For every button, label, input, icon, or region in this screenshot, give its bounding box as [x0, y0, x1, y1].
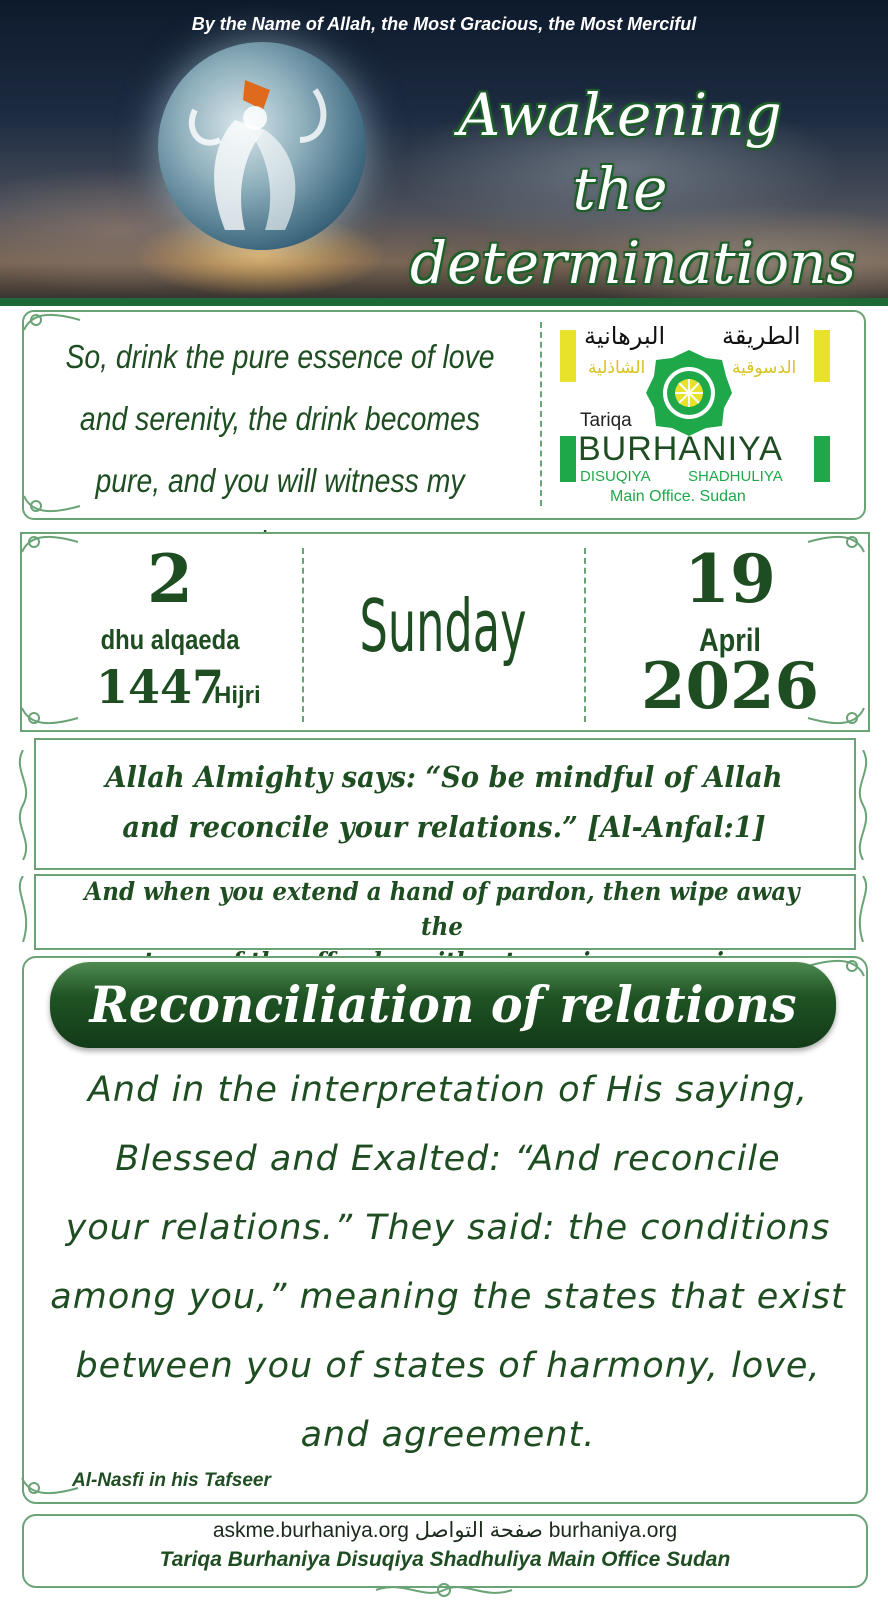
footer-links[interactable]: askme.burhaniya.org صفحة التواصل burhaniya.org [212, 1519, 678, 1542]
gregorian-day: 19 [684, 540, 776, 618]
vertical-divider [302, 548, 304, 722]
hijri-day: 2 [147, 540, 193, 618]
quote-text: So, drink the pure essence of love and serenity, the drink becomes pure, and you will witness my [65, 338, 495, 499]
logo-sub-left: DISUQIYA [580, 468, 651, 485]
quran-verse-line2: and reconcile your relations.” [Al-Anfal:1] [122, 810, 766, 844]
hijri-year: 1447 [96, 660, 225, 714]
article-body [44, 1056, 852, 1470]
article-line: Blessed and Exalted: “And reconcile [115, 1139, 781, 1179]
gregorian-month: April [699, 622, 761, 658]
article-source: Al-Nasfi in his Tafseer [72, 1470, 271, 1491]
logo-arabic-top-right: الطريقة [722, 322, 801, 350]
burhaniya-emblem-icon [644, 348, 734, 438]
saying-line1: And when you extend a hand of pardon, then wipe away the [84, 877, 800, 941]
quran-verse [64, 752, 824, 852]
vertical-divider [584, 548, 586, 722]
article-line: between you of states of harmony, love, [75, 1346, 821, 1386]
banner-title-line2: determinations [410, 229, 857, 297]
logo-arabic-sub-left: الشاذلية [588, 358, 646, 378]
logo-arabic-sub-right: الدسوقية [732, 358, 797, 378]
side-ornament-icon [852, 750, 874, 860]
logo-green-bar-left [560, 436, 576, 482]
footer-ornament-icon [374, 1578, 514, 1600]
side-ornament-icon [12, 876, 34, 942]
article-line: And in the interpretation of His saying, [87, 1070, 808, 1110]
article-line: and agreement. [300, 1415, 596, 1455]
side-ornament-icon [12, 750, 34, 860]
banner-divider-bar [0, 298, 888, 306]
header-banner [0, 0, 888, 298]
gregorian-year: 2026 [640, 649, 820, 724]
logo-yellow-bar-left [560, 330, 576, 382]
basmala-text: By the Name of Allah, the Most Gracious, the Most Merciful [191, 14, 697, 34]
hijri-month: dhu alqaeda [100, 624, 240, 655]
logo-office: Main Office. Sudan [610, 488, 746, 505]
logo-tariqa: Tariqa [580, 410, 632, 431]
article-line: your relations.” They said: the conditions [65, 1208, 831, 1248]
footer-org-name: Tariqa Burhaniya Disuqiya Shadhuliya Main Office Sudan [159, 1548, 731, 1571]
weekday: Sunday [359, 584, 527, 668]
article-title: Reconciliation of relations [89, 975, 797, 1034]
banner-title [410, 78, 857, 298]
side-ornament-icon [852, 876, 874, 942]
article-line: among you,” meaning the states that exist [50, 1277, 846, 1317]
logo-arabic-top-left: البرهانية [584, 322, 666, 350]
banner-title-line1: Awakening the [458, 81, 782, 223]
hijri-suffix: Hijri [214, 682, 261, 709]
burhaniya-logo [532, 318, 856, 514]
whirling-dervish-figure-image [175, 70, 335, 240]
logo-green-bar-right [814, 436, 830, 482]
logo-yellow-bar-right [814, 330, 830, 382]
logo-sub-right: SHADHULIYA [688, 468, 783, 485]
logo-name: BURHANIYA [578, 430, 783, 468]
corner-ornament-icon [20, 706, 80, 730]
quran-verse-line1: Allah Almighty says: “So be mindful of Allah [105, 760, 783, 794]
corner-ornament-icon [20, 1476, 80, 1500]
